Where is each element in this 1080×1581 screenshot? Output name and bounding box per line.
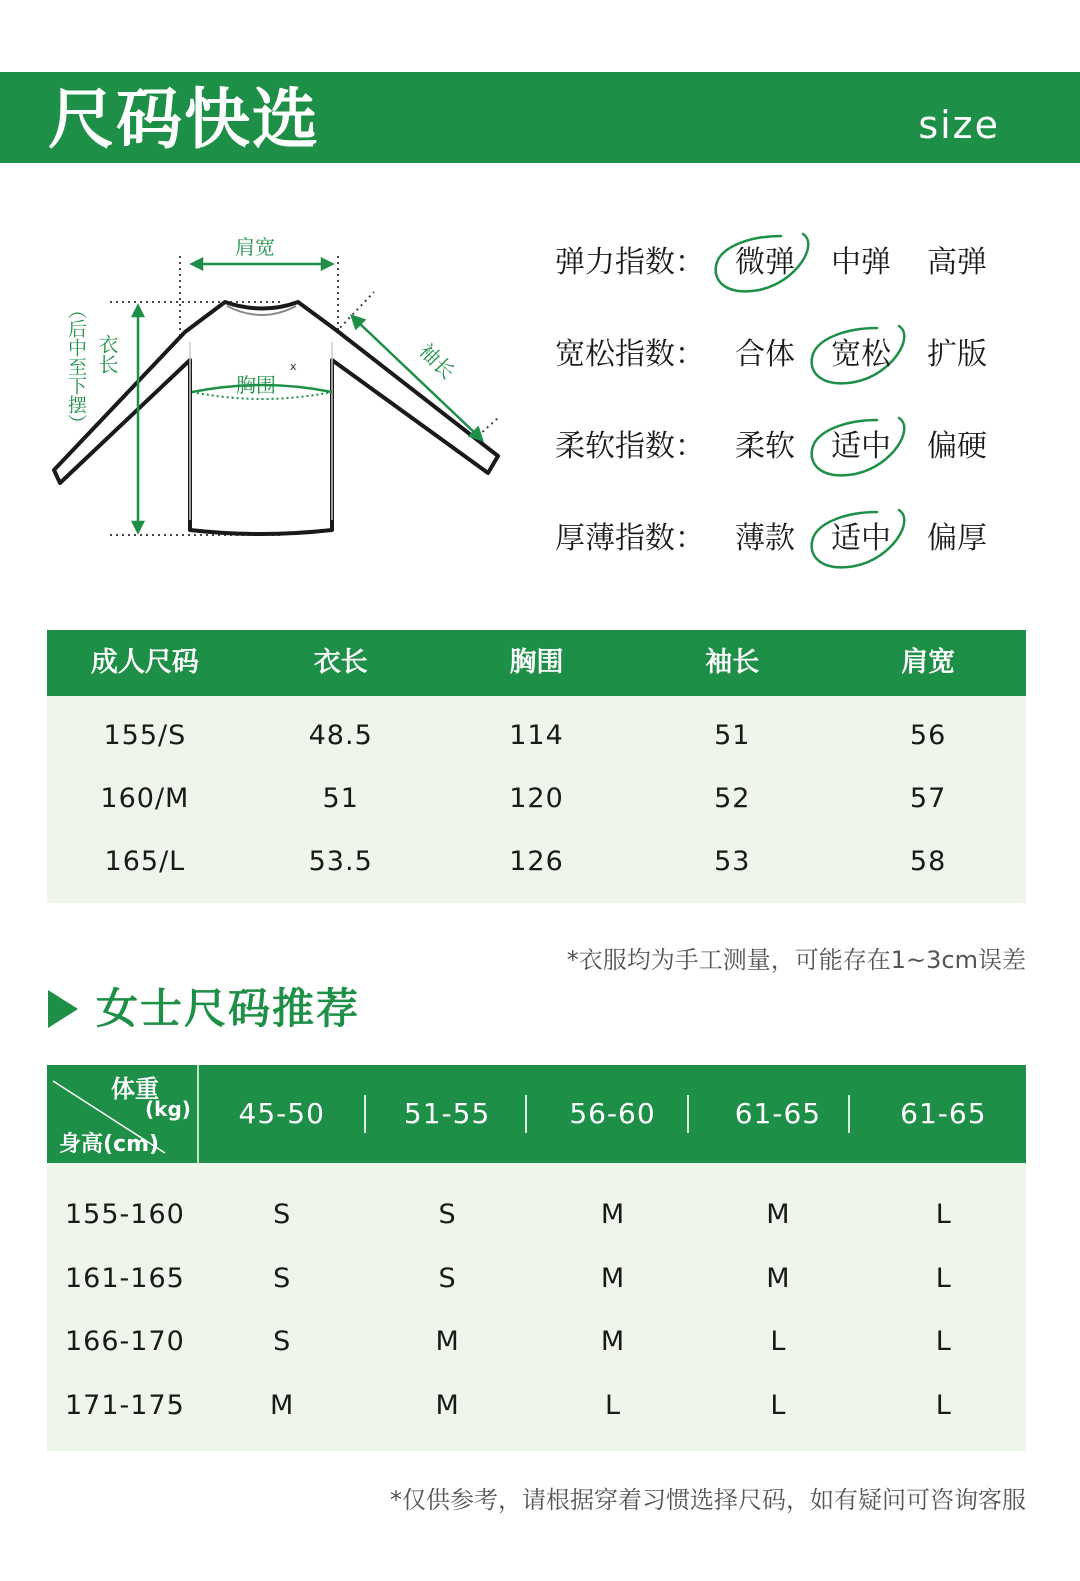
cell-length: 53.5 [308, 846, 373, 877]
cell-size: L [935, 1326, 951, 1357]
cell-height: 171-175 [65, 1389, 185, 1421]
index-row [555, 422, 1025, 472]
size-table [47, 630, 1026, 903]
reference-note: *仅供参考，请根据穿着习惯选择尺码，如有疑问可咨询客服 [390, 1486, 1026, 1514]
cell-size: M [270, 1389, 294, 1421]
index-option: 合体 [735, 337, 795, 372]
shoulder-label: 肩宽 [235, 235, 275, 259]
cell-shoulder: 56 [909, 720, 947, 751]
cell-sleeve: 52 [714, 783, 751, 814]
cell-size: 160/M [100, 783, 190, 814]
index-label: 厚薄指数： [555, 521, 705, 556]
cell-sleeve: 51 [714, 720, 751, 751]
cell-size: M [766, 1199, 790, 1230]
column-divider [525, 1095, 527, 1133]
rec-table-body [47, 1163, 1026, 1451]
header-size: 成人尺码 [90, 647, 199, 678]
index-option: 偏硬 [927, 429, 987, 464]
size-table-body [47, 696, 1026, 903]
cell-size: S [438, 1199, 456, 1230]
index-option: 宽松 [831, 337, 891, 372]
shoulder-arrow [192, 259, 332, 269]
index-option: 微弹 [735, 245, 795, 280]
cell-chest: 120 [509, 783, 564, 814]
table-row [47, 704, 1026, 767]
column-divider [848, 1095, 850, 1133]
header-chest: 胸围 [509, 647, 564, 678]
cell-height: 155-160 [65, 1199, 185, 1230]
index-option: 柔软 [735, 429, 795, 464]
corner-weight-unit: (kg) [145, 1097, 191, 1121]
corner-height-label: 身高(cm) [59, 1132, 160, 1157]
cell-size: M [766, 1262, 790, 1294]
table-row [47, 767, 1026, 830]
index-label: 宽松指数： [555, 337, 705, 372]
index-label: 弹力指数： [555, 245, 705, 280]
index-option: 高弹 [927, 245, 987, 280]
cell-sleeve: 53 [714, 846, 751, 877]
length-arrow [133, 306, 143, 532]
table-row [47, 1374, 1026, 1438]
header-length: 衣长 [313, 647, 368, 678]
index-option: 适中 [831, 521, 891, 556]
cell-size: M [600, 1326, 625, 1357]
cell-size: L [770, 1389, 786, 1421]
length-label: 衣长 [95, 334, 119, 374]
table-row [47, 830, 1026, 893]
weight-col: 45-50 [238, 1097, 325, 1130]
recommendation-table [47, 1065, 1026, 1451]
index-row [555, 330, 1025, 380]
shirt-outline [54, 302, 498, 534]
index-row [555, 238, 1025, 288]
chest-label: 胸围 [236, 373, 276, 397]
section-title: 女士尺码推荐 [96, 984, 361, 1033]
column-divider [687, 1095, 689, 1133]
rec-table-header [47, 1065, 1026, 1163]
index-label: 柔软指数： [555, 429, 705, 464]
header-corner [47, 1065, 199, 1163]
cell-height: 161-165 [65, 1262, 185, 1294]
garment-diagram [40, 220, 510, 560]
size-table-header [47, 630, 1026, 696]
table-row [47, 1310, 1026, 1374]
index-option: 扩版 [927, 337, 987, 372]
table-row [47, 1247, 1026, 1311]
cell-size: S [273, 1199, 291, 1230]
weight-col: 51-55 [403, 1097, 491, 1130]
cell-shoulder: 57 [909, 783, 947, 814]
header-sleeve: 袖长 [705, 647, 760, 678]
weight-col: 61-65 [900, 1097, 987, 1130]
cell-size: M [600, 1262, 625, 1294]
cell-size: L [935, 1199, 951, 1230]
cell-size: 165/L [104, 846, 186, 877]
svg-text:x: x [290, 360, 297, 373]
cell-chest: 126 [509, 846, 564, 877]
cell-size: M [435, 1389, 459, 1421]
weight-col: 61-65 [734, 1097, 822, 1130]
column-divider [364, 1095, 366, 1133]
length-note-label: （后中至下摆） [65, 300, 87, 433]
cell-length: 51 [322, 783, 359, 814]
header-shoulder: 肩宽 [901, 647, 956, 678]
index-option: 薄款 [735, 521, 795, 556]
cell-size: M [600, 1199, 625, 1230]
index-row [555, 514, 1025, 564]
size-subtitle: size [918, 103, 1000, 147]
cell-length: 48.5 [308, 720, 373, 751]
index-option: 中弹 [831, 245, 891, 280]
cell-size: 155/S [103, 720, 187, 751]
table-row [47, 1183, 1026, 1247]
sleeve-label: 袖长 [414, 338, 460, 384]
cell-height: 166-170 [65, 1326, 185, 1357]
page-title: 尺码快选 [48, 81, 320, 158]
cell-shoulder: 58 [909, 846, 947, 877]
cell-size: L [935, 1389, 951, 1421]
index-option: 适中 [831, 429, 891, 464]
cell-size: S [273, 1326, 291, 1357]
cell-size: M [435, 1326, 459, 1357]
triangle-icon [48, 990, 78, 1028]
index-option: 偏厚 [927, 521, 987, 556]
cell-size: L [935, 1262, 951, 1294]
corner-weight-label: 体重 [111, 1075, 159, 1103]
cell-size: S [273, 1262, 291, 1294]
cell-size: S [438, 1262, 456, 1294]
cell-size: L [604, 1389, 621, 1421]
cell-size: L [770, 1326, 786, 1357]
measurement-note: *衣服均为手工测量，可能存在1~3cm误差 [566, 946, 1026, 974]
weight-header-cols [199, 1065, 1026, 1163]
cell-chest: 114 [509, 720, 564, 751]
weight-col: 56-60 [569, 1097, 656, 1130]
